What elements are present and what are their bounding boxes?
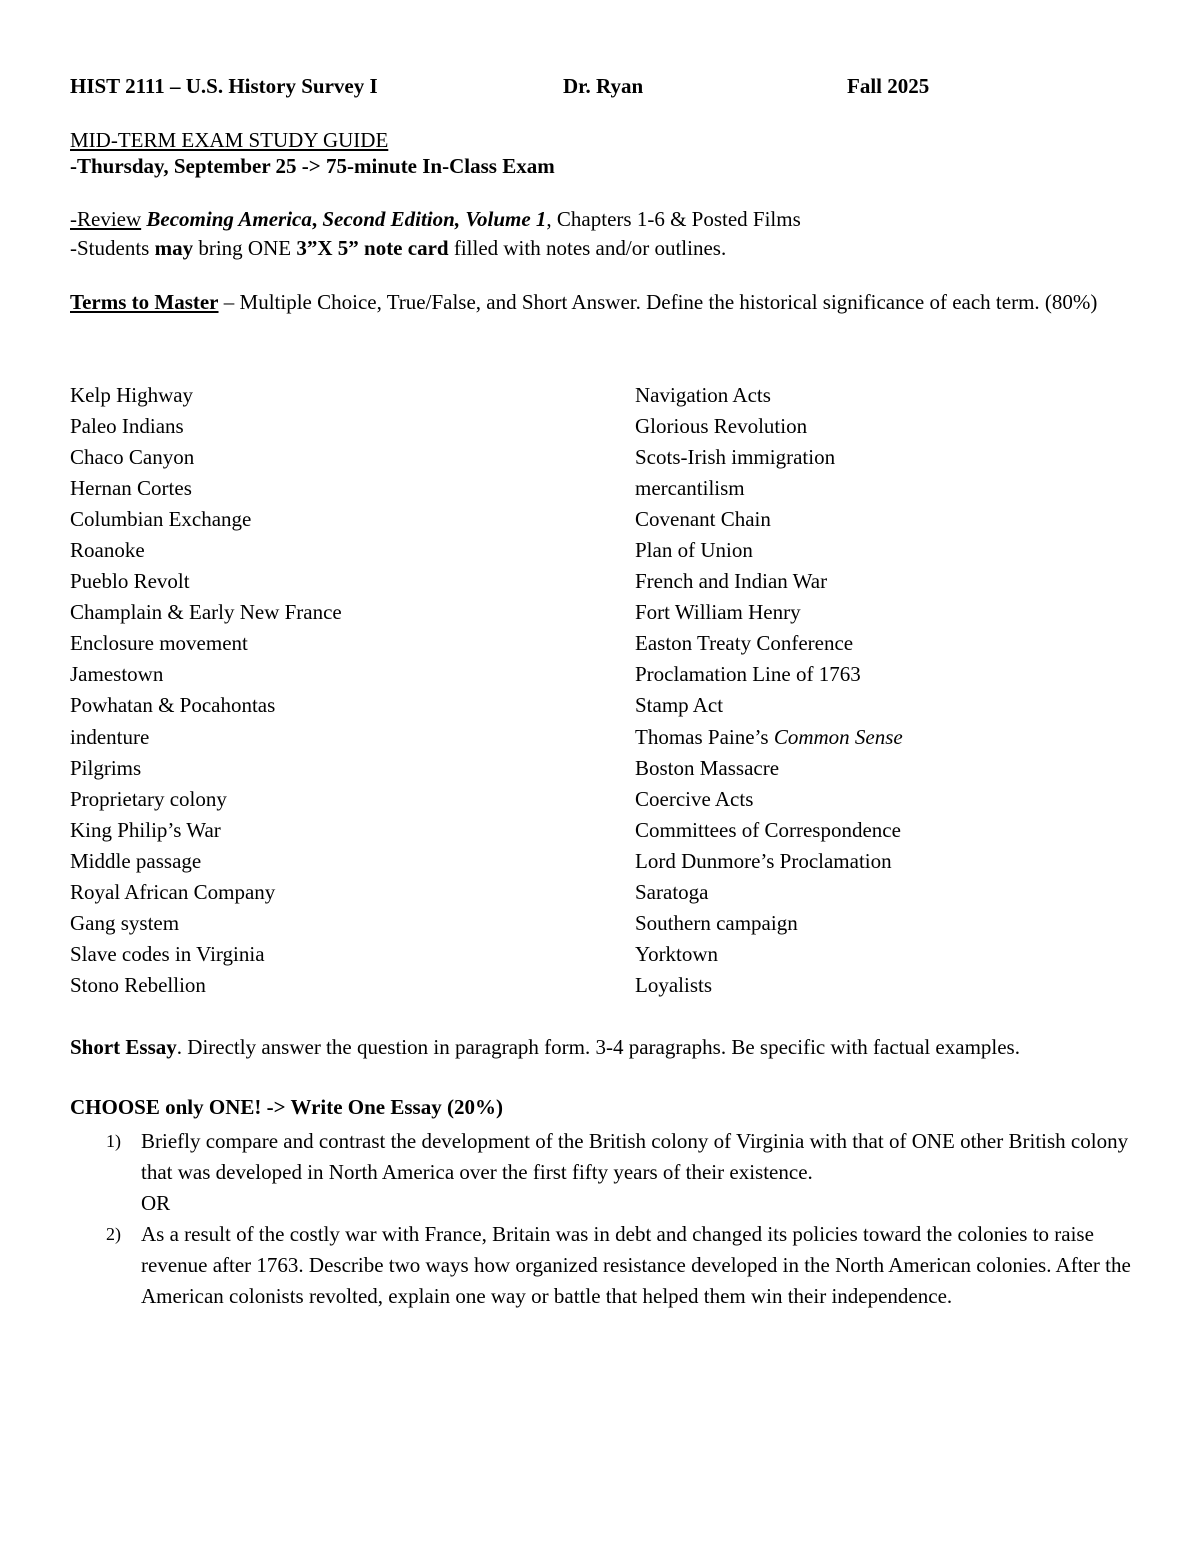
term-item: Slave codes in Virginia bbox=[70, 941, 265, 966]
term-item: Royal African Company bbox=[70, 879, 276, 904]
term-item: Kelp Highway bbox=[70, 383, 194, 407]
term-item: Enclosure movement bbox=[70, 631, 248, 656]
term-item bbox=[635, 722, 903, 753]
term-item: indenture bbox=[70, 724, 150, 749]
question-number: 2) bbox=[106, 1224, 121, 1244]
terms-intro bbox=[70, 287, 1130, 318]
term-item: Boston Massacre bbox=[635, 755, 780, 780]
term-item: King Philip’s War bbox=[70, 817, 221, 842]
essay-description: . Directly answer the question in paragraph form. 3-4 paragraphs. Be specific with factual examples. bbox=[176, 1035, 1020, 1059]
term-item: Southern campaign bbox=[635, 910, 798, 935]
term-item: Navigation Acts bbox=[635, 383, 771, 407]
term-item: Proprietary colony bbox=[70, 786, 227, 811]
term-item: Stono Rebellion bbox=[70, 972, 206, 997]
term-item: Paleo Indians bbox=[70, 414, 184, 439]
term-item: Proclamation Line of 1763 bbox=[635, 662, 861, 687]
term-item: Easton Treaty Conference bbox=[635, 631, 854, 656]
course-title: HIST 2111 – U.S. History Survey I bbox=[70, 74, 378, 98]
term-item: Pilgrims bbox=[70, 755, 142, 780]
term-item: Glorious Revolution bbox=[635, 414, 808, 439]
term-item: Yorktown bbox=[635, 941, 719, 966]
term-text: Thomas Paine’s bbox=[635, 724, 774, 749]
essay-questions bbox=[70, 1126, 1140, 1312]
essay-question bbox=[70, 1126, 1140, 1219]
term-item: Loyalists bbox=[635, 972, 712, 997]
term-item: Middle passage bbox=[70, 848, 202, 873]
term-item: Columbian Exchange bbox=[70, 507, 252, 532]
terms-heading: Terms to Master bbox=[70, 290, 219, 314]
terms-left-column bbox=[70, 380, 342, 1001]
choose-line: CHOOSE only ONE! -> Write One Essay (20%) bbox=[70, 1095, 503, 1119]
review-prefix: -Review bbox=[70, 207, 142, 231]
essay-question bbox=[70, 1219, 1140, 1312]
notecard-mid: bring ONE bbox=[193, 236, 297, 260]
term-item: Champlain & Early New France bbox=[70, 600, 342, 625]
essay-heading: Short Essay bbox=[70, 1035, 177, 1059]
term-item: Hernan Cortes bbox=[70, 476, 192, 501]
question-or: OR bbox=[141, 1191, 171, 1215]
exam-date-line: -Thursday, September 25 -> 75-minute In-Class Exam bbox=[70, 154, 555, 178]
term-item: Saratoga bbox=[635, 879, 709, 904]
term-item: Jamestown bbox=[70, 662, 164, 687]
book-edition: Second Edition, Volume 1 bbox=[322, 207, 547, 231]
book-title: Becoming America bbox=[146, 207, 312, 231]
notecard-size: 3”X 5” note card bbox=[296, 236, 449, 260]
term-item: Stamp Act bbox=[635, 693, 724, 718]
notecard-may: may bbox=[154, 236, 194, 260]
instructor-name: Dr. Ryan bbox=[563, 74, 644, 98]
term-item: mercantilism bbox=[635, 476, 745, 501]
term-item: Coercive Acts bbox=[635, 786, 754, 811]
term-item: Roanoke bbox=[70, 538, 145, 563]
essay-intro bbox=[70, 1032, 1130, 1063]
notecard-line bbox=[70, 236, 726, 261]
question-text: Briefly compare and contrast the development of the British colony of Virginia with that of ONE other British colony that was developed in North America over the first fifty years of their existence. bbox=[141, 1129, 1129, 1184]
term-item: Plan of Union bbox=[635, 538, 753, 563]
term-item: Scots-Irish immigration bbox=[635, 445, 836, 470]
term-item: Gang system bbox=[70, 910, 180, 935]
guide-title: MID-TERM EXAM STUDY GUIDE bbox=[70, 128, 389, 152]
terms-right-column bbox=[635, 380, 903, 1001]
notecard-pre: -Students bbox=[70, 236, 155, 260]
question-text: As a result of the costly war with France, Britain was in debt and changed its policies toward the colonies to raise revenue after 1763. Describe two ways how organized resistance developed in the North American colonies. After the American colonists revolted, explain one way or battle that helped them win their independence. bbox=[141, 1222, 1131, 1308]
term-item: Lord Dunmore’s Proclamation bbox=[635, 848, 892, 873]
review-line: -Review Becoming America, Second Edition, Volume 1, Chapters 1-6 & Posted Films bbox=[70, 207, 801, 231]
question-number: 1) bbox=[106, 1131, 121, 1151]
term-italic-title: Common Sense bbox=[773, 724, 903, 749]
term-item: French and Indian War bbox=[635, 569, 828, 594]
term-item: Fort William Henry bbox=[635, 600, 801, 625]
term-item: Chaco Canyon bbox=[70, 445, 195, 470]
chapters-text: , Chapters 1-6 & Posted Films bbox=[546, 207, 801, 231]
term-item: Powhatan & Pocahontas bbox=[70, 693, 276, 718]
semester: Fall 2025 bbox=[847, 74, 930, 98]
term-item: Pueblo Revolt bbox=[70, 569, 190, 594]
term-item: Covenant Chain bbox=[635, 507, 771, 532]
notecard-post: filled with notes and/or outlines. bbox=[448, 236, 727, 260]
terms-description: – Multiple Choice, True/False, and Short Answer. Define the historical significance of each term. (80%) bbox=[218, 290, 1098, 314]
term-item: Committees of Correspondence bbox=[635, 817, 901, 842]
